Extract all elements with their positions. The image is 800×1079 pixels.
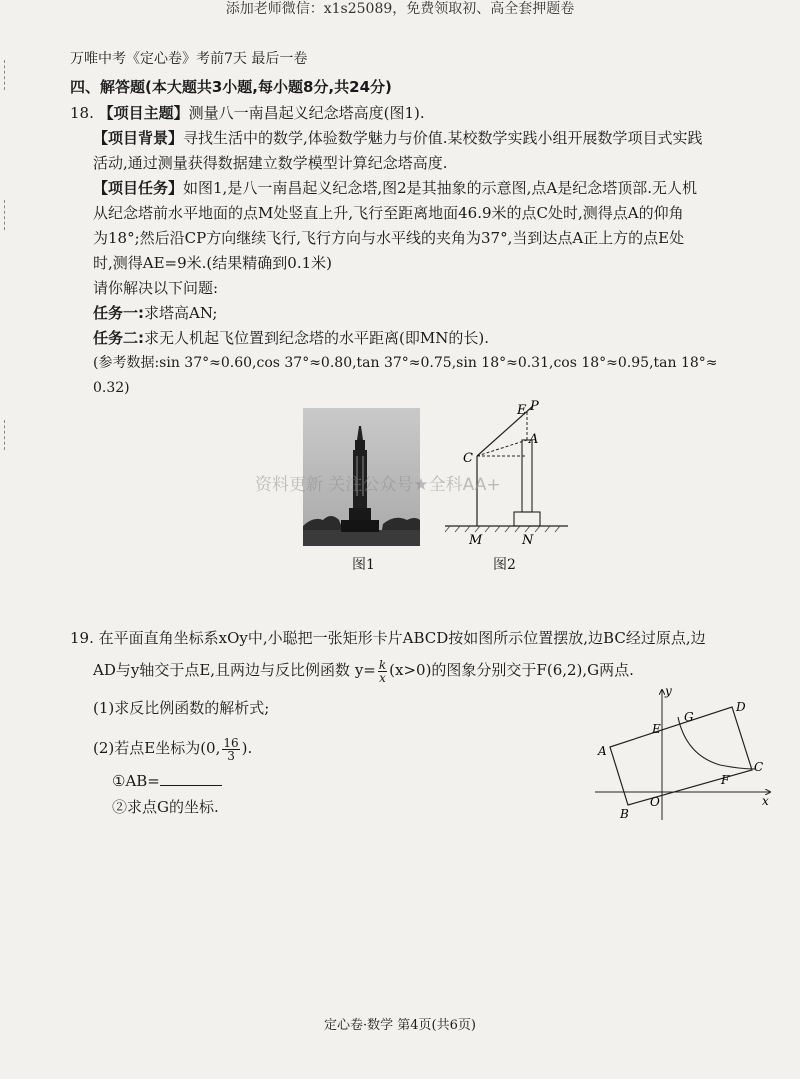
q19-label-d: D — [736, 700, 746, 714]
q19-label-o: O — [650, 795, 660, 809]
q18-topic-tag: 【项目主题】 — [98, 104, 189, 122]
section-title: 四、解答题(本大题共3小题,每小题8分,共24分) — [70, 78, 392, 96]
q19-frac-num: k — [378, 657, 387, 672]
binding-margin — [4, 200, 7, 230]
q18-background-line1 — [93, 127, 703, 149]
q19-part2b: ). — [241, 739, 253, 757]
binding-margin — [4, 60, 7, 90]
q18-number: 18. — [70, 104, 94, 122]
q19-line2 — [93, 652, 634, 688]
q19-p2-num: 16 — [223, 735, 239, 750]
q19-label-f: F — [721, 773, 730, 787]
page-footer: 定心卷·数学 第4页(共6页) — [324, 1018, 476, 1033]
q18-task-line4: 时,测得AE=9米.(结果精确到0.1米) — [93, 254, 332, 272]
binding-margin — [4, 420, 7, 450]
q19-part2 — [93, 730, 252, 766]
q18-task-line2: 从纪念塔前水平地面的点M处竖直上升,飞行至距离地面46.9米的点C处时,测得点A的仰角 — [93, 204, 684, 222]
q18-background-line2: 活动,通过测量获得数据建立数学模型计算纪念塔高度. — [93, 154, 448, 172]
q19-sub1 — [112, 770, 222, 792]
fig2-label-c: C — [463, 451, 473, 466]
answer-blank[interactable] — [160, 771, 222, 786]
figure2-caption: 图2 — [493, 557, 516, 573]
q19-label-y: y — [665, 685, 672, 698]
page-header: 万唯中考《定心卷》考前7天 最后一卷 — [70, 51, 308, 67]
q19-label-e: E — [652, 722, 661, 736]
q19-fraction-k-over-x — [378, 659, 387, 684]
q18-reference-line1: (参考数据:sin 37°≈0.60,cos 37°≈0.80,tan 37°≈0.75,sin 18°≈0.31,cos 18°≈0.95,tan 18°≈ — [93, 355, 718, 371]
q18-task-line1 — [93, 177, 697, 199]
q18-t1-tag: 任务一: — [93, 304, 144, 322]
q19-p2-den: 3 — [227, 748, 235, 763]
q19-number: 19. — [70, 629, 94, 647]
q18-task-tag: 【项目任务】 — [93, 179, 184, 197]
fig2-label-a: A — [529, 432, 539, 447]
fig2-label-n: N — [522, 533, 534, 548]
q18-t2-text: 求无人机起飞位置到纪念塔的水平距离(即MN的长). — [144, 329, 489, 347]
q18-t1-text: 求塔高AN; — [144, 304, 218, 322]
q19-part2a: (2)若点E坐标为(0, — [93, 739, 221, 757]
q18-task-two — [93, 327, 489, 349]
q19-text-line1: 在平面直角坐标系xOy中,小聪把一张矩形卡片ABCD按如图所示位置摆放,边BC经过原点,边 — [98, 629, 706, 647]
top-banner: 添加老师微信：x1s25089，免费领取初、高全套押题卷 — [225, 1, 575, 17]
q19-fraction-16-over-3 — [222, 737, 239, 762]
q19-line1 — [70, 627, 706, 649]
q19-label-c: C — [754, 760, 764, 774]
q18-reference-line2: 0.32) — [93, 380, 130, 396]
q18-t2-tag: 任务二: — [93, 329, 144, 347]
q18-bg-tag: 【项目背景】 — [93, 129, 184, 147]
watermark: 资料更新 关注公众号★全科AA+ — [255, 475, 501, 495]
fig2-label-e: E — [517, 403, 527, 418]
q18-topic — [70, 102, 425, 124]
q19-label-g: G — [684, 710, 694, 724]
figure1-caption: 图1 — [352, 557, 375, 573]
q19-part1: (1)求反比例函数的解析式; — [93, 699, 270, 717]
q18-topic-text: 测量八一南昌起义纪念塔高度(图1). — [188, 104, 425, 122]
q18-task-line3: 为18°;然后沿CP方向继续飞行,飞行方向与水平线的夹角为37°,当到达点A正上方的点E处 — [93, 229, 685, 247]
q18-task-text: 如图1,是八一南昌起义纪念塔,图2是其抽象的示意图,点A是纪念塔顶部.无人机 — [183, 179, 698, 197]
q19-sub2: ②求点G的坐标. — [112, 798, 219, 816]
q19-label-x: x — [762, 794, 769, 808]
q18-bg-text: 寻找生活中的数学,体验数学魅力与价值.某校数学实践小组开展数学项目式实践 — [183, 129, 703, 147]
q19-text-line2b: (x>0)的图象分别交于F(6,2),G两点. — [389, 661, 634, 679]
q19-sub1-text: ①AB= — [112, 772, 160, 790]
q18-ask: 请你解决以下问题: — [93, 279, 219, 297]
q19-label-b: B — [620, 807, 629, 821]
q19-text-line2a: AD与y轴交于点E,且两边与反比例函数 y= — [93, 661, 376, 679]
q18-task-one — [93, 302, 217, 324]
q19-label-a: A — [598, 744, 607, 758]
fig2-label-p: P — [530, 399, 539, 414]
q19-frac-den: x — [379, 670, 386, 685]
fig2-label-m: M — [469, 533, 483, 548]
q19-coordinate-figure — [590, 685, 780, 825]
